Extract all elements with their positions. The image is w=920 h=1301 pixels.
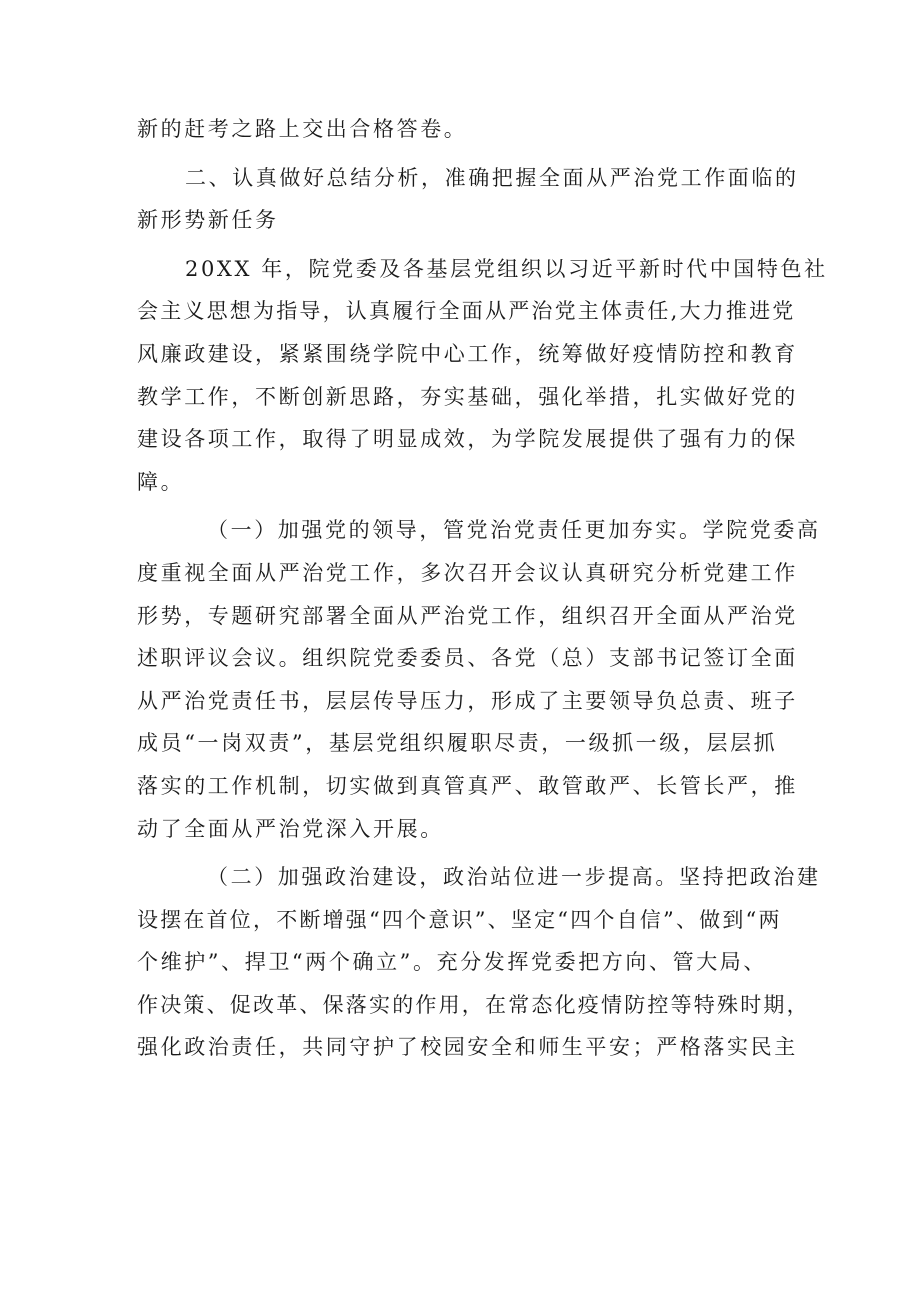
text-line: 强化政治责任，共同守护了校园安全和师生平安；严格落实民主 bbox=[137, 1035, 798, 1060]
text-line: 20XX 年，院党委及各基层党组织以习近平新时代中国特色社 bbox=[185, 256, 828, 281]
text-line: 落实的工作机制，切实做到真管真严、敢管敢严、长管长严，推 bbox=[137, 773, 798, 798]
text-line: 建设各项工作，取得了明显成效，为学院发展提供了强有力的保 bbox=[137, 427, 798, 452]
text-line: 教学工作，不断创新思路，夯实基础，强化举措，扎实做好党的 bbox=[137, 384, 798, 409]
paragraph bbox=[137, 248, 828, 504]
text-line: 个维护”、捍卫“两个确立”。充分发挥党委把方向、管大局、 bbox=[137, 950, 768, 975]
text-line: 度重视全面从严治党工作，多次召开会议认真研究分析党建工作 bbox=[137, 560, 798, 585]
text-line: 二、认真做好总结分析，准确把握全面从严治党工作面临的 bbox=[185, 165, 799, 190]
text-line: 风廉政建设，紧紧围绕学院中心工作，统筹做好疫情防控和教育 bbox=[137, 341, 798, 366]
text-line: 新形势新任务 bbox=[137, 208, 279, 233]
text-line: 设摆在首位，不断增强“四个意识”、坚定“四个自信”、做到“两 bbox=[137, 907, 782, 932]
text-line: 作决策、促改革、保落实的作用，在常态化疫情防控等特殊时期， bbox=[137, 992, 810, 1017]
text-line: 述职评议会议。组织院党委委员、各党（总）支部书记签订全面 bbox=[137, 646, 798, 671]
text-line: 形势，专题研究部署全面从严治党工作，组织召开全面从严治党 bbox=[137, 603, 798, 628]
text-line: 成员“一岗双责”，基层党组织履职尽责，一级抓一级，层层抓 bbox=[137, 731, 778, 756]
text-line: 障。 bbox=[137, 469, 185, 494]
paragraph bbox=[137, 856, 821, 1069]
text-line: 动了全面从严治党深入开展。 bbox=[137, 816, 444, 841]
paragraph bbox=[137, 509, 821, 850]
text-line: 新的赶考之路上交出合格答卷。 bbox=[137, 117, 468, 141]
text-line: 从严治党责任书，层层传导压力，形成了主要领导负总责、班子 bbox=[137, 688, 798, 713]
text-line: （一）加强党的领导，管党治党责任更加夯实。学院党委高 bbox=[207, 518, 821, 543]
paragraph bbox=[137, 108, 799, 151]
text-line: （二）加强政治建设，政治站位进一步提高。坚持把政治建 bbox=[207, 865, 821, 890]
section-heading bbox=[137, 157, 799, 242]
text-line: 会主义思想为指导，认真履行全面从严治党主体责任,大力推进党 bbox=[137, 299, 796, 324]
document-body bbox=[137, 108, 828, 1069]
